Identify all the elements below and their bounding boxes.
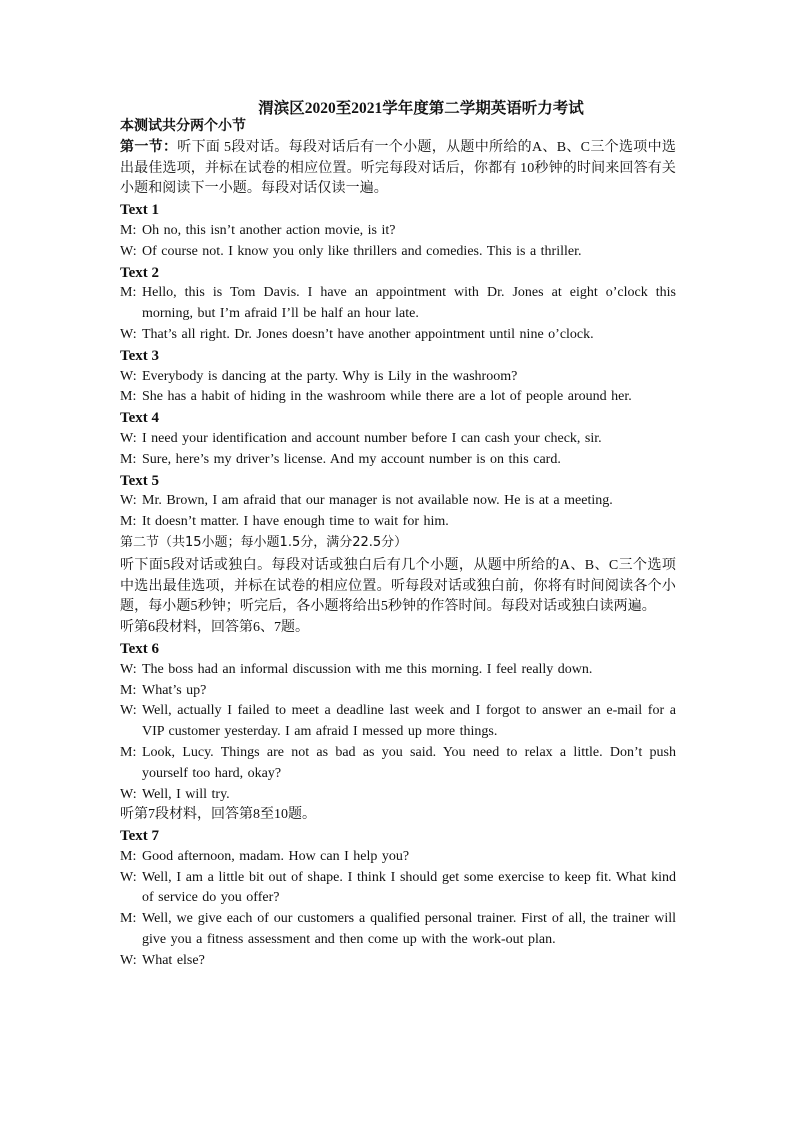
speaker-label: W: [120, 703, 137, 719]
speaker-label: W: [120, 661, 137, 677]
text-label: Text 5 [120, 472, 160, 489]
dialogue-block [120, 471, 676, 533]
speaker-label: M: [120, 682, 137, 698]
utterance-text: Oh no, this isn’t another action movie, is it? [142, 222, 396, 238]
text-label: Text 7 [120, 828, 160, 845]
utterance-text: Of course not. I know you only like thrillers and comedies. This is a thriller. [142, 243, 582, 259]
dialogue-line [120, 951, 676, 972]
speaker-label: W: [120, 786, 137, 802]
dialogue-line [120, 909, 676, 951]
speaker-label: W: [120, 326, 137, 342]
dialogue-line [120, 387, 676, 408]
utterance-text: Mr. Brown, I am afraid that our manager is not available now. He is at a meeting. [142, 493, 613, 509]
test-overview: 本测试共分两个小节 [120, 119, 246, 134]
speaker-label: M: [120, 285, 137, 301]
dialogue-block [120, 263, 676, 346]
text-label: Text 4 [120, 410, 160, 427]
speaker-label: M: [120, 744, 137, 760]
dialogue-line [120, 491, 676, 512]
dialogue-line [120, 681, 676, 702]
utterance-text: I need your identification and account number before I can cash your check, sir. [142, 430, 602, 446]
utterance-text: Hello, this is Tom Davis. I have an appointment with Dr. Jones at eight o’clock this morning, but I’m afraid I’ll be half an hour late. [142, 285, 676, 322]
dialogue-line [120, 429, 676, 450]
dialogue-block [120, 200, 676, 262]
utterance-text: Well, actually I failed to meet a deadline last week and I forgot to answer an e-mail for a VIP customer yesterday. I am afraid I messed up more things. [142, 703, 676, 740]
utterance-text: It doesn’t matter. I have enough time to wait for him. [142, 514, 449, 530]
utterance-text: What else? [142, 952, 205, 968]
utterance-text: She has a habit of hiding in the washroom while there are a lot of people around her. [142, 389, 632, 405]
speaker-label: W: [120, 368, 137, 384]
speaker-label: W: [120, 493, 137, 509]
dialogue-text6 [120, 639, 676, 805]
text-label: Text 6 [120, 640, 160, 657]
document-body [120, 117, 676, 972]
speaker-label: M: [120, 451, 137, 467]
utterance-text: That’s all right. Dr. Jones doesn’t have another appointment until nine o’clock. [142, 326, 594, 342]
speaker-label: M: [120, 222, 137, 238]
utterance-text: Good afternoon, madam. How can I help you? [142, 848, 410, 864]
utterance-text: Well, I am a little bit out of shape. I think I should get some exercise to keep fit. What kind of service do you offer? [142, 869, 676, 906]
speaker-label: M: [120, 389, 137, 405]
dialogue-line [120, 512, 676, 533]
speaker-label: W: [120, 869, 137, 885]
speaker-label: M: [120, 911, 137, 927]
speaker-label: W: [120, 243, 137, 259]
dialogue-line [120, 450, 676, 471]
section1-instruction-text: 听下面 5段对话。每段对话后有一个小题，从题中所给的A、B、C三个选项中选出最佳选项，并标在试卷的相应位置。听完每段对话后，你都有 10秒钟的时间来回答有关小题和阅读下一小题。每段对话仅读一遍。 [120, 139, 676, 197]
utterance-text: The boss had an informal discussion with me this morning. I feel really down. [142, 661, 593, 677]
dialogue-block [120, 408, 676, 470]
text-label: Text 2 [120, 264, 160, 281]
dialogue-line [120, 242, 676, 263]
speaker-label: M: [120, 848, 137, 864]
section2-instructions: 听下面5段对话或独白。每段对话或独白后有几个小题，从题中所给的A、B、C三个选项中选出最佳选项，并标在试卷的相应位置。听每段对话或独白前，你将有时间阅读各个小题，每小题5秒钟；听完后，各小题将给出5秒钟的作答时间。每段对话或独白读两遍。 [120, 557, 676, 615]
speaker-label: W: [120, 952, 137, 968]
dialogue-line [120, 847, 676, 868]
utterance-text: Well, I will try. [142, 786, 230, 802]
utterance-text: Everybody is dancing at the party. Why is Lily in the washroom? [142, 368, 518, 384]
utterance-text: What’s up? [142, 682, 207, 698]
dialogue-line [120, 221, 676, 242]
dialogue-line [120, 701, 676, 743]
section2-heading: 第二节（共15小题；每小题1.5分，满分22.5分） [120, 534, 408, 550]
utterance-text: Look, Lucy. Things are not as bad as you said. You need to relax a little. Don’t push yourself too hard, okay? [142, 744, 676, 781]
dialogue-line [120, 367, 676, 388]
dialogue-text7 [120, 826, 676, 972]
speaker-label: W: [120, 430, 137, 446]
document-title: 渭滨区2020至2021学年度第二学期英语听力考试 [258, 100, 584, 117]
section1-heading: 第一节： [120, 139, 178, 155]
utterance-text: Well, we give each of our customers a qualified personal trainer. First of all, the trainer will give you a fitness assessment and then come up with the work-out plan. [142, 911, 676, 948]
speaker-label: M: [120, 514, 137, 530]
dialogues-part1 [120, 200, 676, 533]
dialogue-line [120, 283, 676, 325]
dialogue-line [120, 325, 676, 346]
section1-instructions [120, 138, 676, 200]
utterance-text: Sure, here’s my driver’s license. And my account number is on this card. [142, 451, 561, 467]
dialogue-line [120, 868, 676, 910]
dialogue-line [120, 785, 676, 806]
dialogue-line [120, 660, 676, 681]
dialogue-block [120, 346, 676, 408]
dialogue-line [120, 743, 676, 785]
text6-note: 听第6段材料，回答第6、7题。 [120, 620, 309, 636]
text-label: Text 3 [120, 347, 160, 364]
text7-note: 听第7段材料，回答第8至10题。 [120, 807, 316, 823]
text-label: Text 1 [120, 202, 160, 219]
